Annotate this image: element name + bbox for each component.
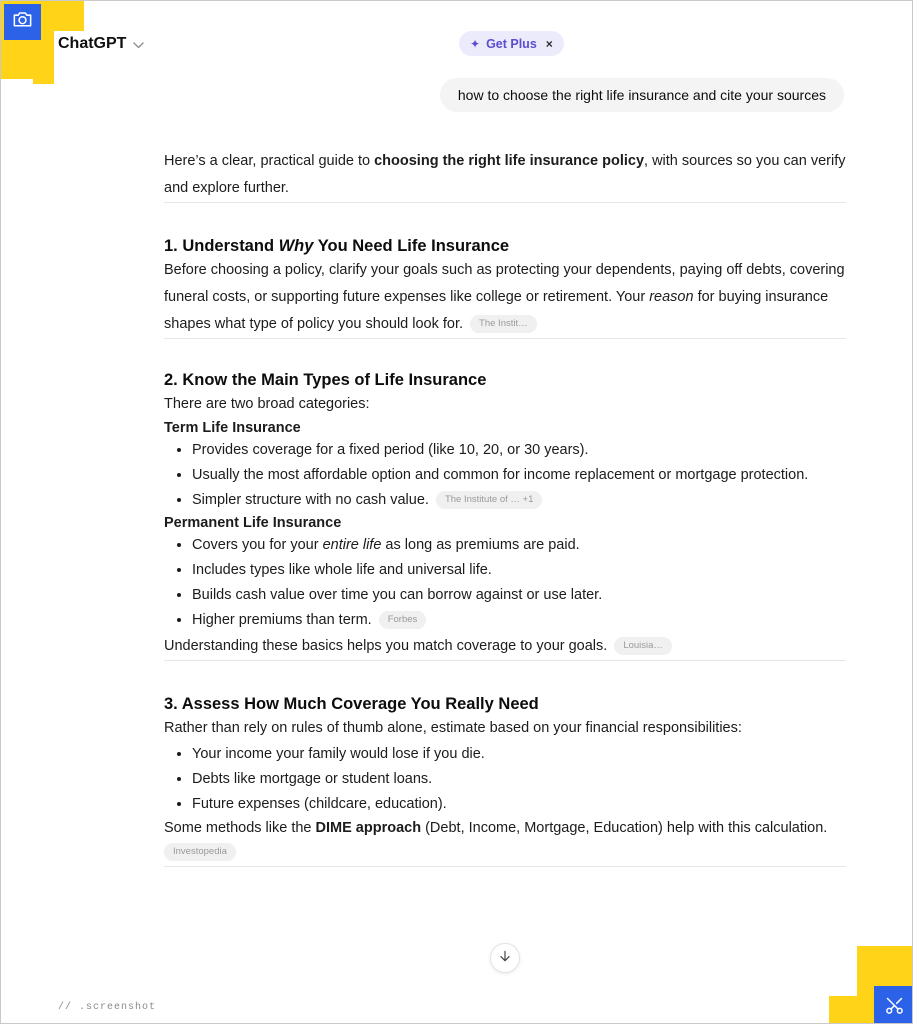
get-plus-badge[interactable] bbox=[459, 31, 564, 56]
app-title: ChatGPT bbox=[58, 35, 127, 52]
arrow-down-icon bbox=[498, 949, 512, 968]
list-item bbox=[192, 608, 846, 633]
list-item: • Future expenses (childcare, education). bbox=[192, 792, 846, 817]
list-item: • Debts like mortgage or student loans. bbox=[192, 767, 846, 792]
note-paragraph: Some methods like the DIME approach (Debt, Income, Mortgage, Education) help with this calculation. bbox=[164, 820, 828, 836]
divider bbox=[164, 866, 846, 867]
camera-button[interactable] bbox=[4, 4, 41, 40]
list-item: • Provides coverage for a fixed period (like 10, 20, or 30 years). bbox=[192, 438, 846, 463]
scissors-button[interactable] bbox=[874, 986, 913, 1024]
section-heading: 3. Assess How Much Coverage You Really Need bbox=[164, 695, 539, 713]
chevron-down-icon bbox=[133, 36, 144, 54]
list-item: • Builds cash value over time you can borrow against or use later. bbox=[192, 583, 846, 608]
user-message-text: how to choose the right life insurance and cite your sources bbox=[457, 87, 826, 103]
section-paragraph bbox=[164, 633, 846, 660]
citation-badge[interactable]: Louisia… bbox=[614, 637, 672, 655]
close-icon[interactable]: × bbox=[545, 36, 553, 51]
model-selector[interactable] bbox=[58, 34, 144, 54]
scissors-icon bbox=[884, 995, 905, 1016]
section-paragraph: Rather than rely on rules of thumb alone, estimate based on your financial responsibilities: bbox=[164, 720, 742, 736]
get-plus-label: Get Plus bbox=[486, 36, 537, 51]
user-message-bubble bbox=[440, 78, 844, 112]
intro-paragraph: Here’s a clear, practical guide to choosing the right life insurance policy, with sources so you can verify and explore further. bbox=[164, 153, 846, 196]
screenshot-marker-bottom-right bbox=[829, 996, 874, 1024]
section-heading: 1. Understand Why You Need Life Insurance bbox=[164, 237, 510, 255]
subheading-term: Term Life Insurance bbox=[164, 420, 301, 436]
camera-icon bbox=[11, 8, 34, 36]
list-item: • Usually the most affordable option and common for income replacement or mortgage protection. bbox=[192, 463, 846, 488]
section-paragraph bbox=[164, 257, 846, 338]
list-item-text: Higher premiums than term. bbox=[192, 612, 372, 628]
citation-badge[interactable]: Forbes bbox=[379, 611, 427, 629]
sparkle-icon: ✦ bbox=[470, 36, 481, 51]
list-item-text: Simpler structure with no cash value. bbox=[192, 492, 429, 508]
divider bbox=[164, 202, 846, 203]
citation-badge[interactable]: The Instit… bbox=[470, 315, 537, 333]
paragraph-text: Understanding these basics helps you match coverage to your goals. bbox=[164, 638, 608, 654]
paragraph-text: Before choosing a policy, clarify your goals such as protecting your dependents, paying off debts, covering funeral costs, or supporting future expenses like college or retirement. Your reason for buying insurance shapes what type of policy you should look for. bbox=[164, 262, 845, 332]
screenshot-label: // .screenshot bbox=[58, 1002, 157, 1013]
citation-badge[interactable]: The Institute of … +1 bbox=[436, 491, 542, 509]
divider bbox=[164, 660, 846, 661]
citation-badge[interactable]: Investopedia bbox=[164, 843, 236, 861]
bullet-list bbox=[164, 438, 846, 513]
list-item bbox=[192, 488, 846, 513]
list-item: • Covers you for your entire life as long as premiums are paid. bbox=[192, 533, 846, 558]
list-item: • Includes types like whole life and universal life. bbox=[192, 558, 846, 583]
section-heading: 2. Know the Main Types of Life Insurance bbox=[164, 371, 487, 389]
assistant-response bbox=[164, 148, 846, 867]
subheading-permanent: Permanent Life Insurance bbox=[164, 515, 342, 531]
section-paragraph: There are two broad categories: bbox=[164, 396, 370, 412]
divider bbox=[164, 338, 846, 339]
screenshot-marker-top-left bbox=[33, 78, 54, 84]
list-item: • Your income your family would lose if you die. bbox=[192, 742, 846, 767]
citation-row bbox=[164, 839, 846, 866]
scroll-to-bottom-button[interactable] bbox=[490, 943, 520, 973]
bullet-list bbox=[164, 533, 846, 633]
bullet-list bbox=[164, 742, 846, 817]
